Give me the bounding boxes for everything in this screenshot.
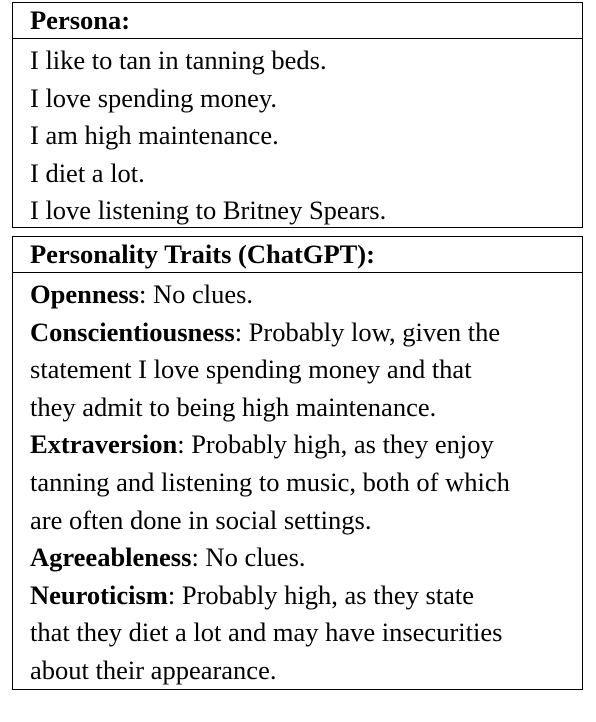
trait-name: Conscientiousness <box>30 316 235 347</box>
trait-text-continued: they admit to being high maintenance. <box>30 391 437 422</box>
trait-conscientiousness <box>30 314 576 352</box>
traits-lines <box>30 276 576 690</box>
persona-line: I love listening to Britney Spears. <box>30 195 387 226</box>
persona-line: I like to tan in tanning beds. <box>30 45 327 75</box>
personality-traits-table <box>12 236 583 690</box>
trait-text: : Probably low, given the <box>234 316 501 347</box>
persona-header: Persona: <box>13 3 582 39</box>
persona-line: I diet a lot. <box>30 157 145 188</box>
persona-table <box>12 2 583 228</box>
trait-extraversion <box>30 426 576 464</box>
trait-text: : No clues. <box>191 542 306 573</box>
trait-text-continued: statement I love spending money and that <box>30 354 472 385</box>
trait-text: : Probably high, as they enjoy <box>177 429 494 460</box>
trait-name: Openness <box>30 279 139 309</box>
traits-header: Personality Traits (ChatGPT): <box>13 237 582 273</box>
trait-text-continued: are often done in social settings. <box>30 504 372 535</box>
trait-agreeableness <box>30 539 576 577</box>
trait-text: : Probably high, as they state <box>167 579 475 610</box>
trait-name: Neuroticism <box>30 579 168 610</box>
trait-text-continued: that they diet a lot and may have insecurities <box>30 617 503 648</box>
persona-line: I love spending money. <box>30 82 278 113</box>
trait-text-continued: tanning and listening to music, both of which <box>30 466 510 497</box>
persona-line: I am high maintenance. <box>30 120 279 151</box>
trait-name: Extraversion <box>30 429 178 460</box>
persona-lines <box>30 42 576 230</box>
trait-name: Agreeableness <box>30 542 192 573</box>
trait-text: : No clues. <box>138 279 254 309</box>
trait-text-continued: about their appearance. <box>30 654 277 685</box>
trait-neuroticism <box>30 577 576 615</box>
trait-openness <box>30 276 576 314</box>
